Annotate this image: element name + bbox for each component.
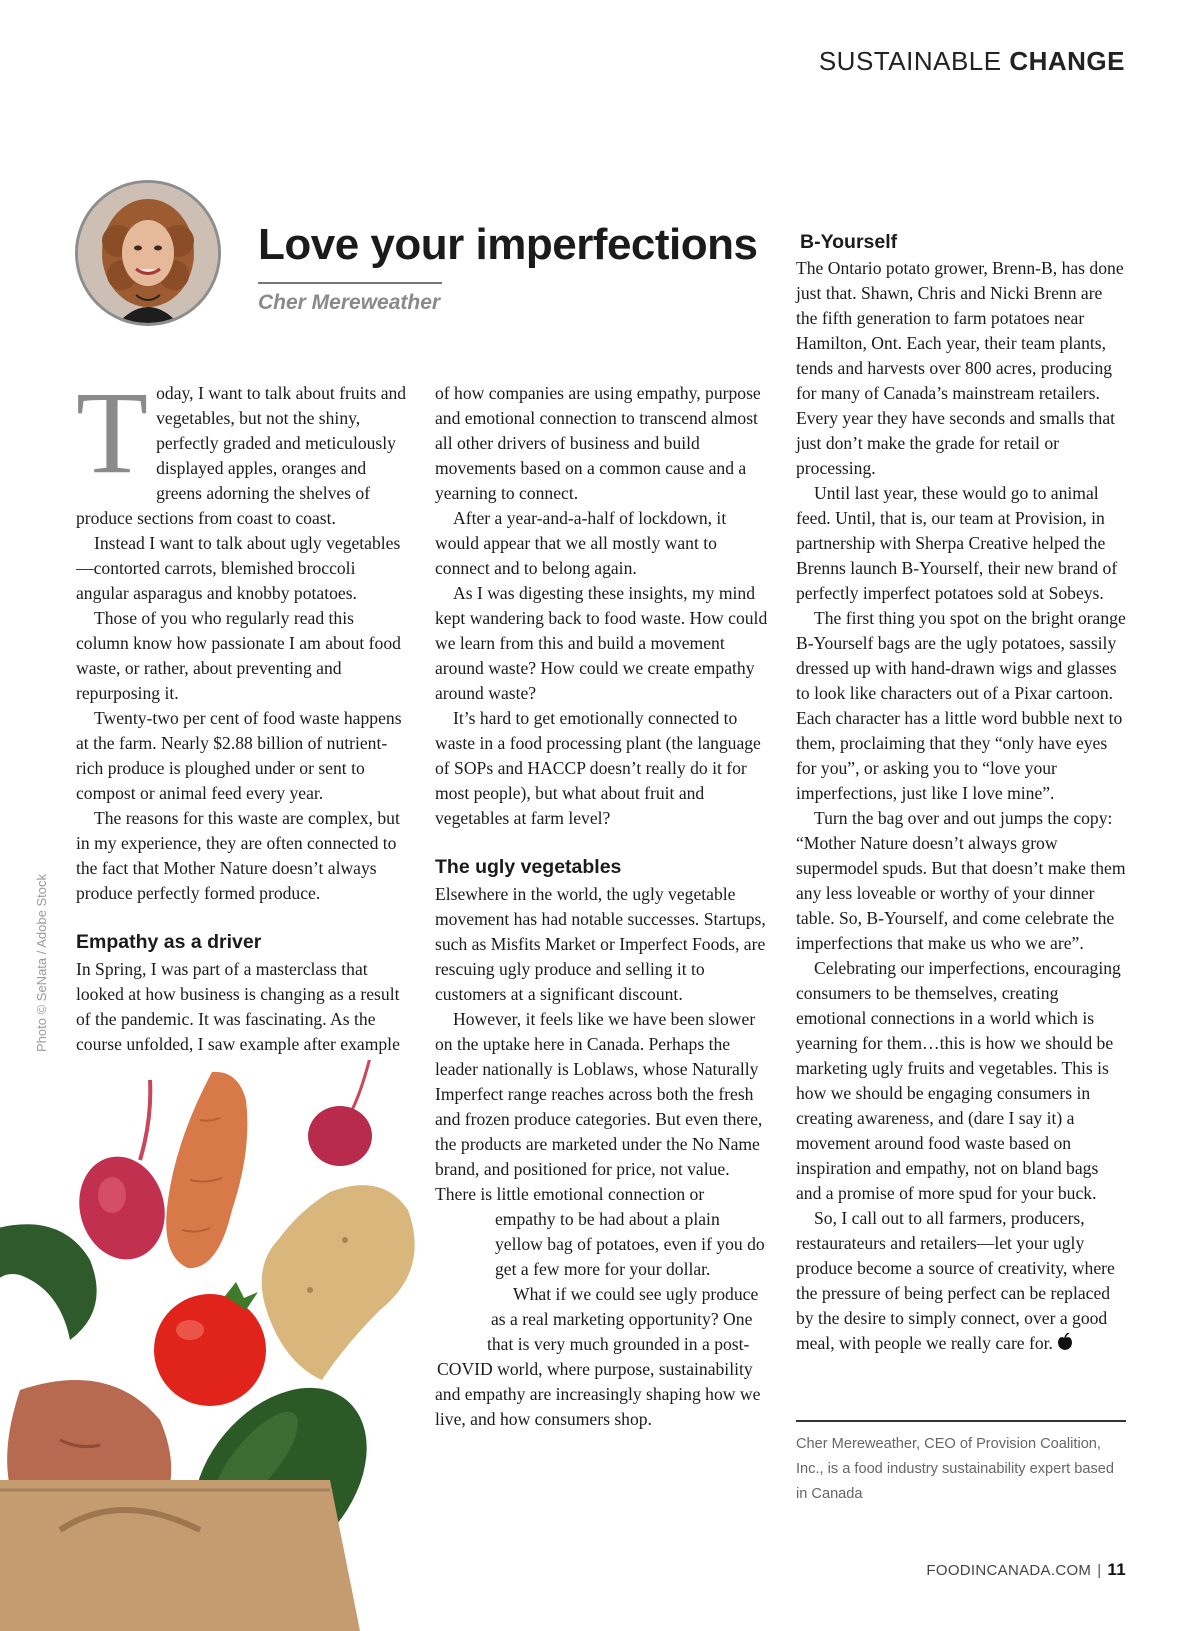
paragraph-text: So, I call out to all farmers, producers, restaurateurs and retailers—let your ugly produce become a source of creativity, where the pressure of being perfect can be replaced by the desire to simply connect, over a good meal, with people we really care for.	[796, 1208, 1115, 1353]
apple-end-icon	[1057, 1333, 1073, 1351]
photo-credit: Photo © SeNata / Adobe Stock	[34, 874, 49, 1052]
paragraph: The reasons for this waste are complex, but in my experience, they are often connected to the fact that Mother Nature doesn’t always produce perfectly formed produce.	[76, 808, 400, 903]
article-column-1	[76, 367, 408, 1057]
vegetables-photo	[0, 1060, 440, 1631]
paragraph-text: oday, I want to talk about fruits and vegetables, but not the shiny, perfectly graded and meticulously displayed apples, oranges and greens adorning the shelves of produce sections from coast to coast.	[76, 383, 407, 528]
section-header	[819, 46, 1125, 77]
paragraph: It’s hard to get emotionally connected to waste in a food processing plant (the language of SOPs and HACCP doesn’t really do it for most people), but what about fruit and vegetables at farm level?	[435, 708, 761, 828]
section-label-bold: CHANGE	[1009, 46, 1125, 76]
paragraph: After a year-and-a-half of lockdown, it would appear that we all mostly want to connect and to belong again.	[435, 508, 727, 578]
subheading-b-yourself: B-Yourself	[800, 231, 898, 253]
wrap-area	[435, 1007, 769, 1432]
subheading-ugly-vegetables: The ugly vegetables	[435, 856, 622, 878]
site-name: FOODINCANADA.COM	[926, 1562, 1092, 1579]
paragraph: Twenty-two per cent of food waste happens at the farm. Nearly $2.88 billion of nutrient-rich produce is ploughed under or sent to compost or animal feed every year.	[76, 708, 402, 803]
paragraph: Instead I want to talk about ugly vegetables—contorted carrots, blemished broccoli angular asparagus and knobby potatoes.	[76, 533, 401, 603]
paragraph: However, it feels like we have been slower on the uptake here in Canada. Perhaps the leader nationally is Loblaws, whose Naturally Imperfect range reaches across both the fresh and frozen produce categories. But even there, the products are marketed under the No Name brand, and positioned for price, not value. There is little emotional connection or empathy to be had about a plain yellow bag of potatoes, even if you do get a few more for your dollar.	[435, 1009, 765, 1279]
drop-cap: T	[76, 367, 149, 498]
paragraph: The Ontario potato grower, Brenn-B, has done just that. Shawn, Chris and Nicki Brenn are the fifth generation to farm potatoes near Hamilton, Ont. Each year, their team plants, tends and harvests over 800 acres, producing for many of Canada’s mainstream retailers. Every year they have seconds and smalls that just don’t make the grade for retail or processing.	[796, 258, 1124, 478]
article-column-3	[796, 230, 1126, 1356]
author-bio: Cher Mereweather, CEO of Provision Coalition, Inc., is a food industry sustainability expert based in Canada	[796, 1436, 1114, 1502]
article-column-2	[435, 381, 769, 1432]
section-label: SUSTAINABLE	[818, 46, 1002, 76]
paragraph: In Spring, I was part of a masterclass that looked at how business is changing as a result of the pandemic. It was fascinating. As the course unfolded, I saw example after example	[76, 959, 400, 1054]
bio-divider	[796, 1420, 1126, 1422]
paragraph: of how companies are using empathy, purpose and emotional connection to transcend almost all other drivers of business and build movements based on a common cause and a yearning to connect.	[435, 383, 761, 503]
article-title: Love your imperfections	[258, 220, 758, 269]
paragraph	[76, 367, 408, 531]
author-photo	[75, 180, 221, 326]
page-footer	[926, 1560, 1126, 1580]
paragraph: Celebrating our imperfections, encouraging consumers to be themselves, creating emotional connections in a world which is yearning for them…this is how we should be marketing ugly fruits and vegetables. This is how we should be engaging consumers in creating awareness, and (dare I say it) a movement around food waste based on inspiration and empathy, not on bland bags and a promise of more spud for your buck.	[796, 958, 1121, 1203]
paragraph: The first thing you spot on the bright orange B-Yourself bags are the ugly potatoes, sassily dressed up with hand-drawn wigs and glasses to look like characters out of a Pixar cartoon. Each character has a little word bubble next to them, proclaiming that they “only have eyes for you”, or asking you to “love your imperfections, just like I love mine”.	[796, 608, 1126, 803]
author-byline: Cher Mereweather	[258, 291, 441, 314]
paragraph: What if we could see ugly produce as a real marketing opportunity? One that is very much grounded in a post-COVID world, where purpose, sustainability and empathy are increasingly shaping how we live, and how consumers shop.	[435, 1284, 761, 1429]
page-number: 11	[1107, 1560, 1126, 1579]
paragraph: Until last year, these would go to animal feed. Until, that is, our team at Provision, in partnership with Sherpa Creative helped the Brenns launch B-Yourself, their new brand of perfectly imperfect potatoes sold at Sobeys.	[796, 483, 1118, 603]
paragraph: Those of you who regularly read this column know how passionate I am about food waste, or rather, about preventing and repurposing it.	[76, 608, 401, 703]
author-portrait-icon	[78, 183, 218, 323]
paragraph	[796, 1206, 1126, 1356]
title-divider	[258, 282, 442, 284]
paragraph: As I was digesting these insights, my mind kept wandering back to food waste. How could we learn from this and build a movement around waste? How could we create empathy around waste?	[435, 583, 768, 703]
paragraph: Elsewhere in the world, the ugly vegetable movement has had notable successes. Startups, such as Misfits Market or Imperfect Foods, are rescuing ugly produce and selling it to customers at a significant discount.	[435, 884, 766, 1004]
paragraph: Turn the bag over and out jumps the copy: “Mother Nature doesn’t always grow supermodel spuds. But that doesn’t make them any less loveable or worthy of your dinner table. So, B-Yourself, and come celebrate the imperfections that make us who we are”.	[796, 808, 1126, 953]
subheading-empathy: Empathy as a driver	[76, 931, 262, 953]
footer-separator: |	[1097, 1562, 1102, 1579]
